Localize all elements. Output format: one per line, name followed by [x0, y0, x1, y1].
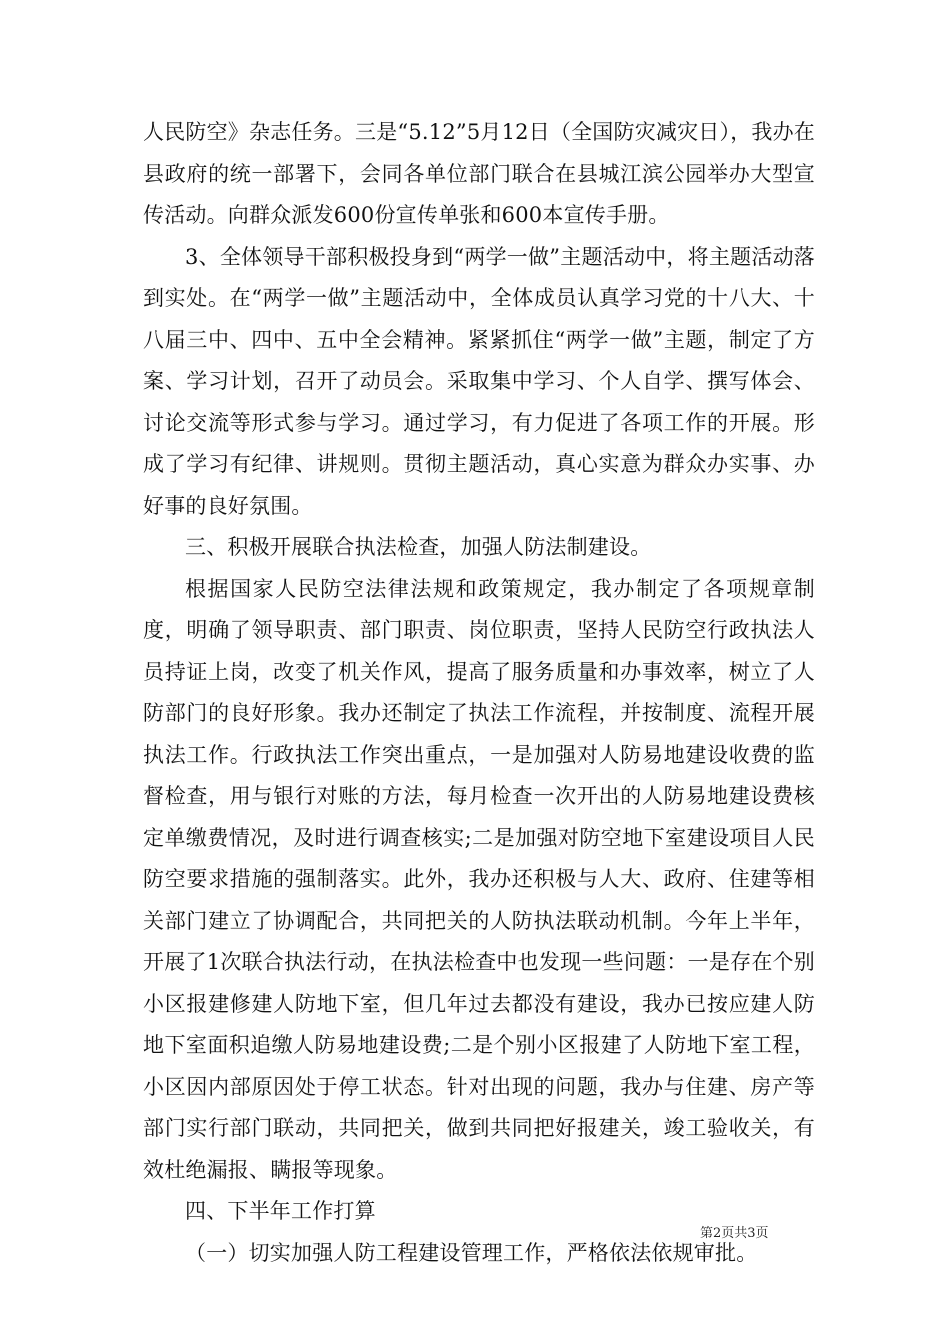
section-heading-3: 三、积极开展联合执法检查，加强人防法制建设。	[185, 535, 652, 559]
body-text	[143, 112, 815, 1274]
paragraph-6: （一）切实加强人防工程建设管理工作，严格依法依规审批。	[185, 1240, 758, 1265]
paragraph-2: 3、全体领导干部积极投身到“两学一做”主题活动中，将主题活动落到实处。在“两学一做”主题活动中，全体成员认真学习党的十八大、十八届三中、四中、五中全会精神。紧紧抓住“两学一做”主题，制定了方案、学习计划，召开了动员会。采取集中学习、个人自学、撰写体会、讨论交流等形式参与学习。通过学习，有力促进了各项工作的开展。形成了学习有纪律、讲规则。贯彻主题活动，真心实意为群众办实事、办好事的良好氛围。	[143, 244, 815, 518]
section-heading-4: 四、下半年工作打算	[185, 1199, 376, 1223]
paragraph-4: 根据国家人民防空法律法规和政策规定，我办制定了各项规章制度，明确了领导职责、部门职责、岗位职责，坚持人民防空行政执法人员持证上岗，改变了机关作风，提高了服务质量和办事效率，树立了人防部门的良好形象。我办还制定了执法工作流程，并按制度、流程开展执法工作。行政执法工作突出重点，一是加强对人防易地建设收费的监督检查，用与银行对账的方法，每月检查一次开出的人防易地建设费核定单缴费情况，及时进行调查核实;二是加强对防空地下室建设项目人民防空要求措施的强制落实。此外，我办还积极与人大、政府、住建等相关部门建立了协调配合，共同把关的人防执法联动机制。今年上半年，开展了1次联合执法行动，在执法检查中也发现一些问题：一是存在个别小区报建修建人防地下室，但几年过去都没有建设，我办已按应建人防地下室面积追缴人防易地建设费;二是个别小区报建了人防地下室工程，小区因内部原因处于停工状态。针对出现的问题，我办与住建、房产等部门实行部门联动，共同把关，做到共同把好报建关，竣工验收关，有效杜绝漏报、瞒报等现象。	[143, 576, 815, 1182]
page-number-footer: 第2页共3页	[700, 1226, 769, 1241]
paragraph-1: 人民防空》杂志任务。三是“5.12”5月12日（全国防灾减灾日），我办在县政府的统一部署下，会同各单位部门联合在县城江滨公园举办大型宣传活动。向群众派发600份宣传单张和600本宣传手册。	[143, 120, 816, 227]
